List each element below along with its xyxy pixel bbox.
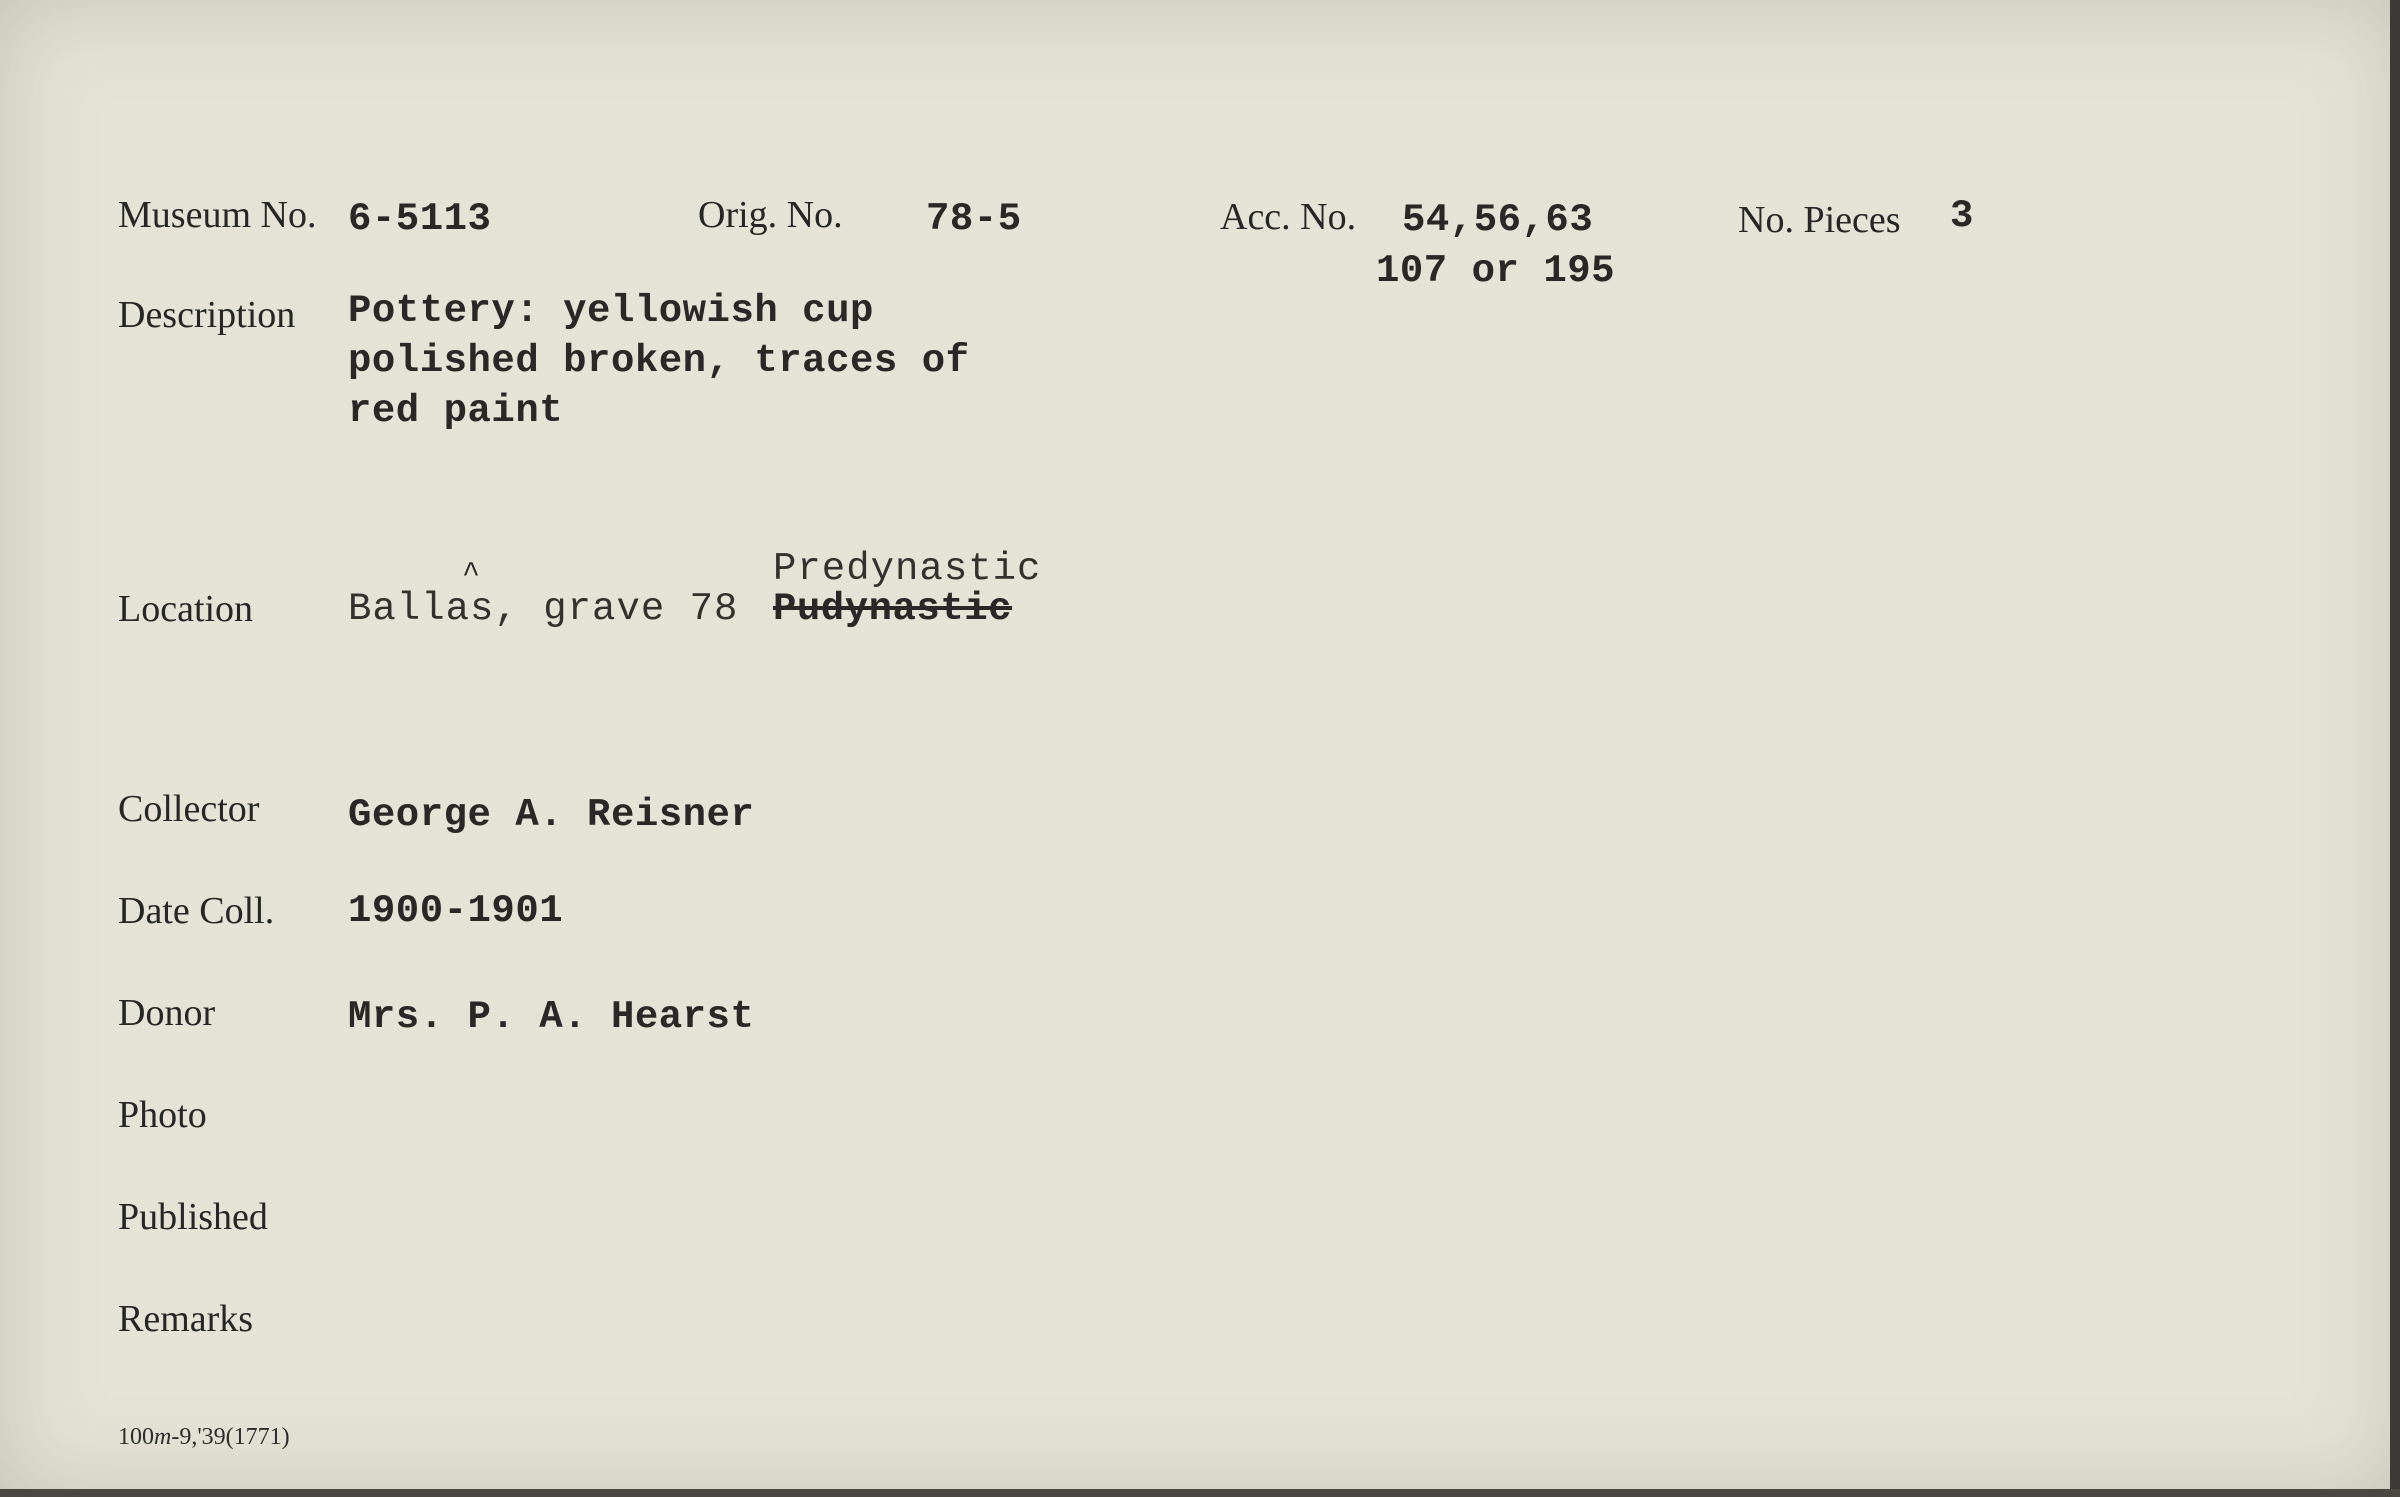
location-struck-text: Pudynastic (773, 587, 1013, 631)
orig-no-value: 78-5 (926, 197, 1022, 241)
remarks-label: Remarks (118, 1298, 254, 1340)
no-pieces-label: No. Pieces (1738, 199, 1901, 241)
acc-no-value-line1: 54,56,63 (1402, 198, 1594, 242)
no-pieces-value: 3 (1950, 194, 1974, 238)
orig-no-label: Orig. No. (698, 194, 843, 236)
print-code-footer: 100m-9,'39(1771) (118, 1424, 290, 1450)
acc-no-value-line2: 107 or 195 (1376, 249, 1616, 293)
card-right-edge (2390, 0, 2400, 1497)
description-line-2: polished broken, traces of (348, 339, 970, 383)
donor-label: Donor (118, 992, 216, 1034)
location-label: Location (118, 588, 254, 630)
location-value: Ballas, grave 78 (348, 587, 739, 631)
museum-no-value: 6-5113 (348, 197, 492, 241)
date-coll-value: 1900-1901 (348, 889, 564, 933)
museum-no-label: Museum No. (118, 194, 317, 236)
published-label: Published (118, 1196, 268, 1238)
location-correction: Predynastic (773, 547, 1042, 591)
acc-no-label: Acc. No. (1220, 196, 1357, 238)
description-label: Description (118, 294, 296, 336)
description-line-1: Pottery: yellowish cup (348, 289, 874, 333)
card-bottom-edge (0, 1489, 2400, 1497)
photo-label: Photo (118, 1094, 207, 1136)
collector-label: Collector (118, 788, 260, 830)
date-coll-label: Date Coll. (118, 890, 275, 932)
donor-value: Mrs. P. A. Hearst (348, 995, 755, 1039)
collector-value: George A. Reisner (348, 793, 755, 837)
description-line-3: red paint (348, 389, 564, 433)
insertion-caret-mark: ^ (462, 558, 481, 592)
